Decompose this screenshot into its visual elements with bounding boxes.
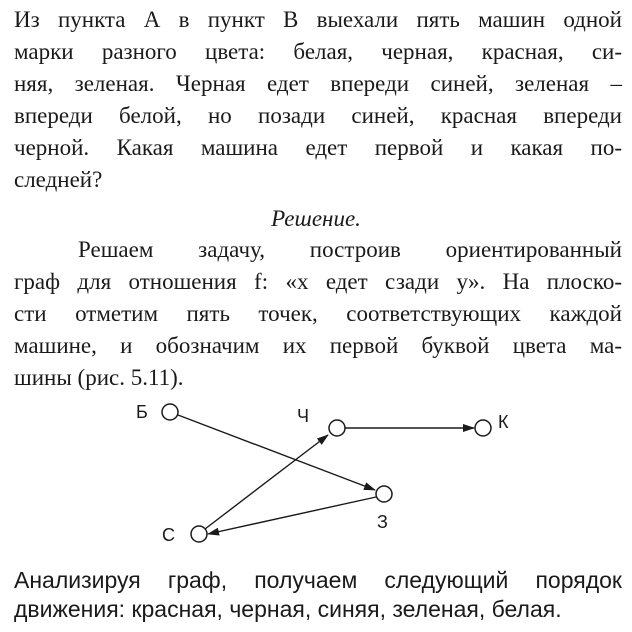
node-z [376,486,392,502]
conclusion-text [14,566,622,624]
directed-graph-figure [0,390,632,562]
node-label-b: Б [136,402,148,422]
node-label-ch: Ч [297,406,309,426]
node-label-k: К [498,412,509,432]
solution-line: сти отметим пять точек, соответствующих каждой [14,301,622,326]
conclusion-line: Анализируя граф, получаем следующий порядок [14,567,622,593]
node-label-s: С [162,525,175,545]
node-s [191,526,207,542]
solution-line: шины (рис. 5.11). [14,365,184,390]
solution-line: граф для отношения f: «x едет сзади y». На плоско- [14,269,622,294]
solution-line: Решаем задачу, построив ориентированный [78,237,622,262]
problem-line: впереди белой, но позади синей, красная впереди [14,103,622,128]
solution-heading: Решение. [271,206,361,231]
problem-line: Из пункта А в пункт В выехали пять машин одной [14,7,622,32]
problem-statement [14,4,622,196]
problem-line: марки разного цвета: белая, черная, красная, си- [14,39,622,64]
solution-text [14,234,622,394]
problem-line: следней? [14,167,103,192]
conclusion-line: движения: красная, черная, синяя, зеленая, белая. [14,596,562,622]
problem-line: няя, зеленая. Черная едет впереди синей, зеленая – [14,71,622,96]
node-label-z: З [377,512,388,532]
edge-z-to-s [208,497,376,534]
node-k [475,420,491,436]
node-b [162,404,178,420]
solution-line: машине, и обозначим их первой буквой цвета ма- [14,333,622,358]
node-ch [329,420,345,436]
problem-line: черной. Какая машина едет первой и какая по- [14,135,622,160]
